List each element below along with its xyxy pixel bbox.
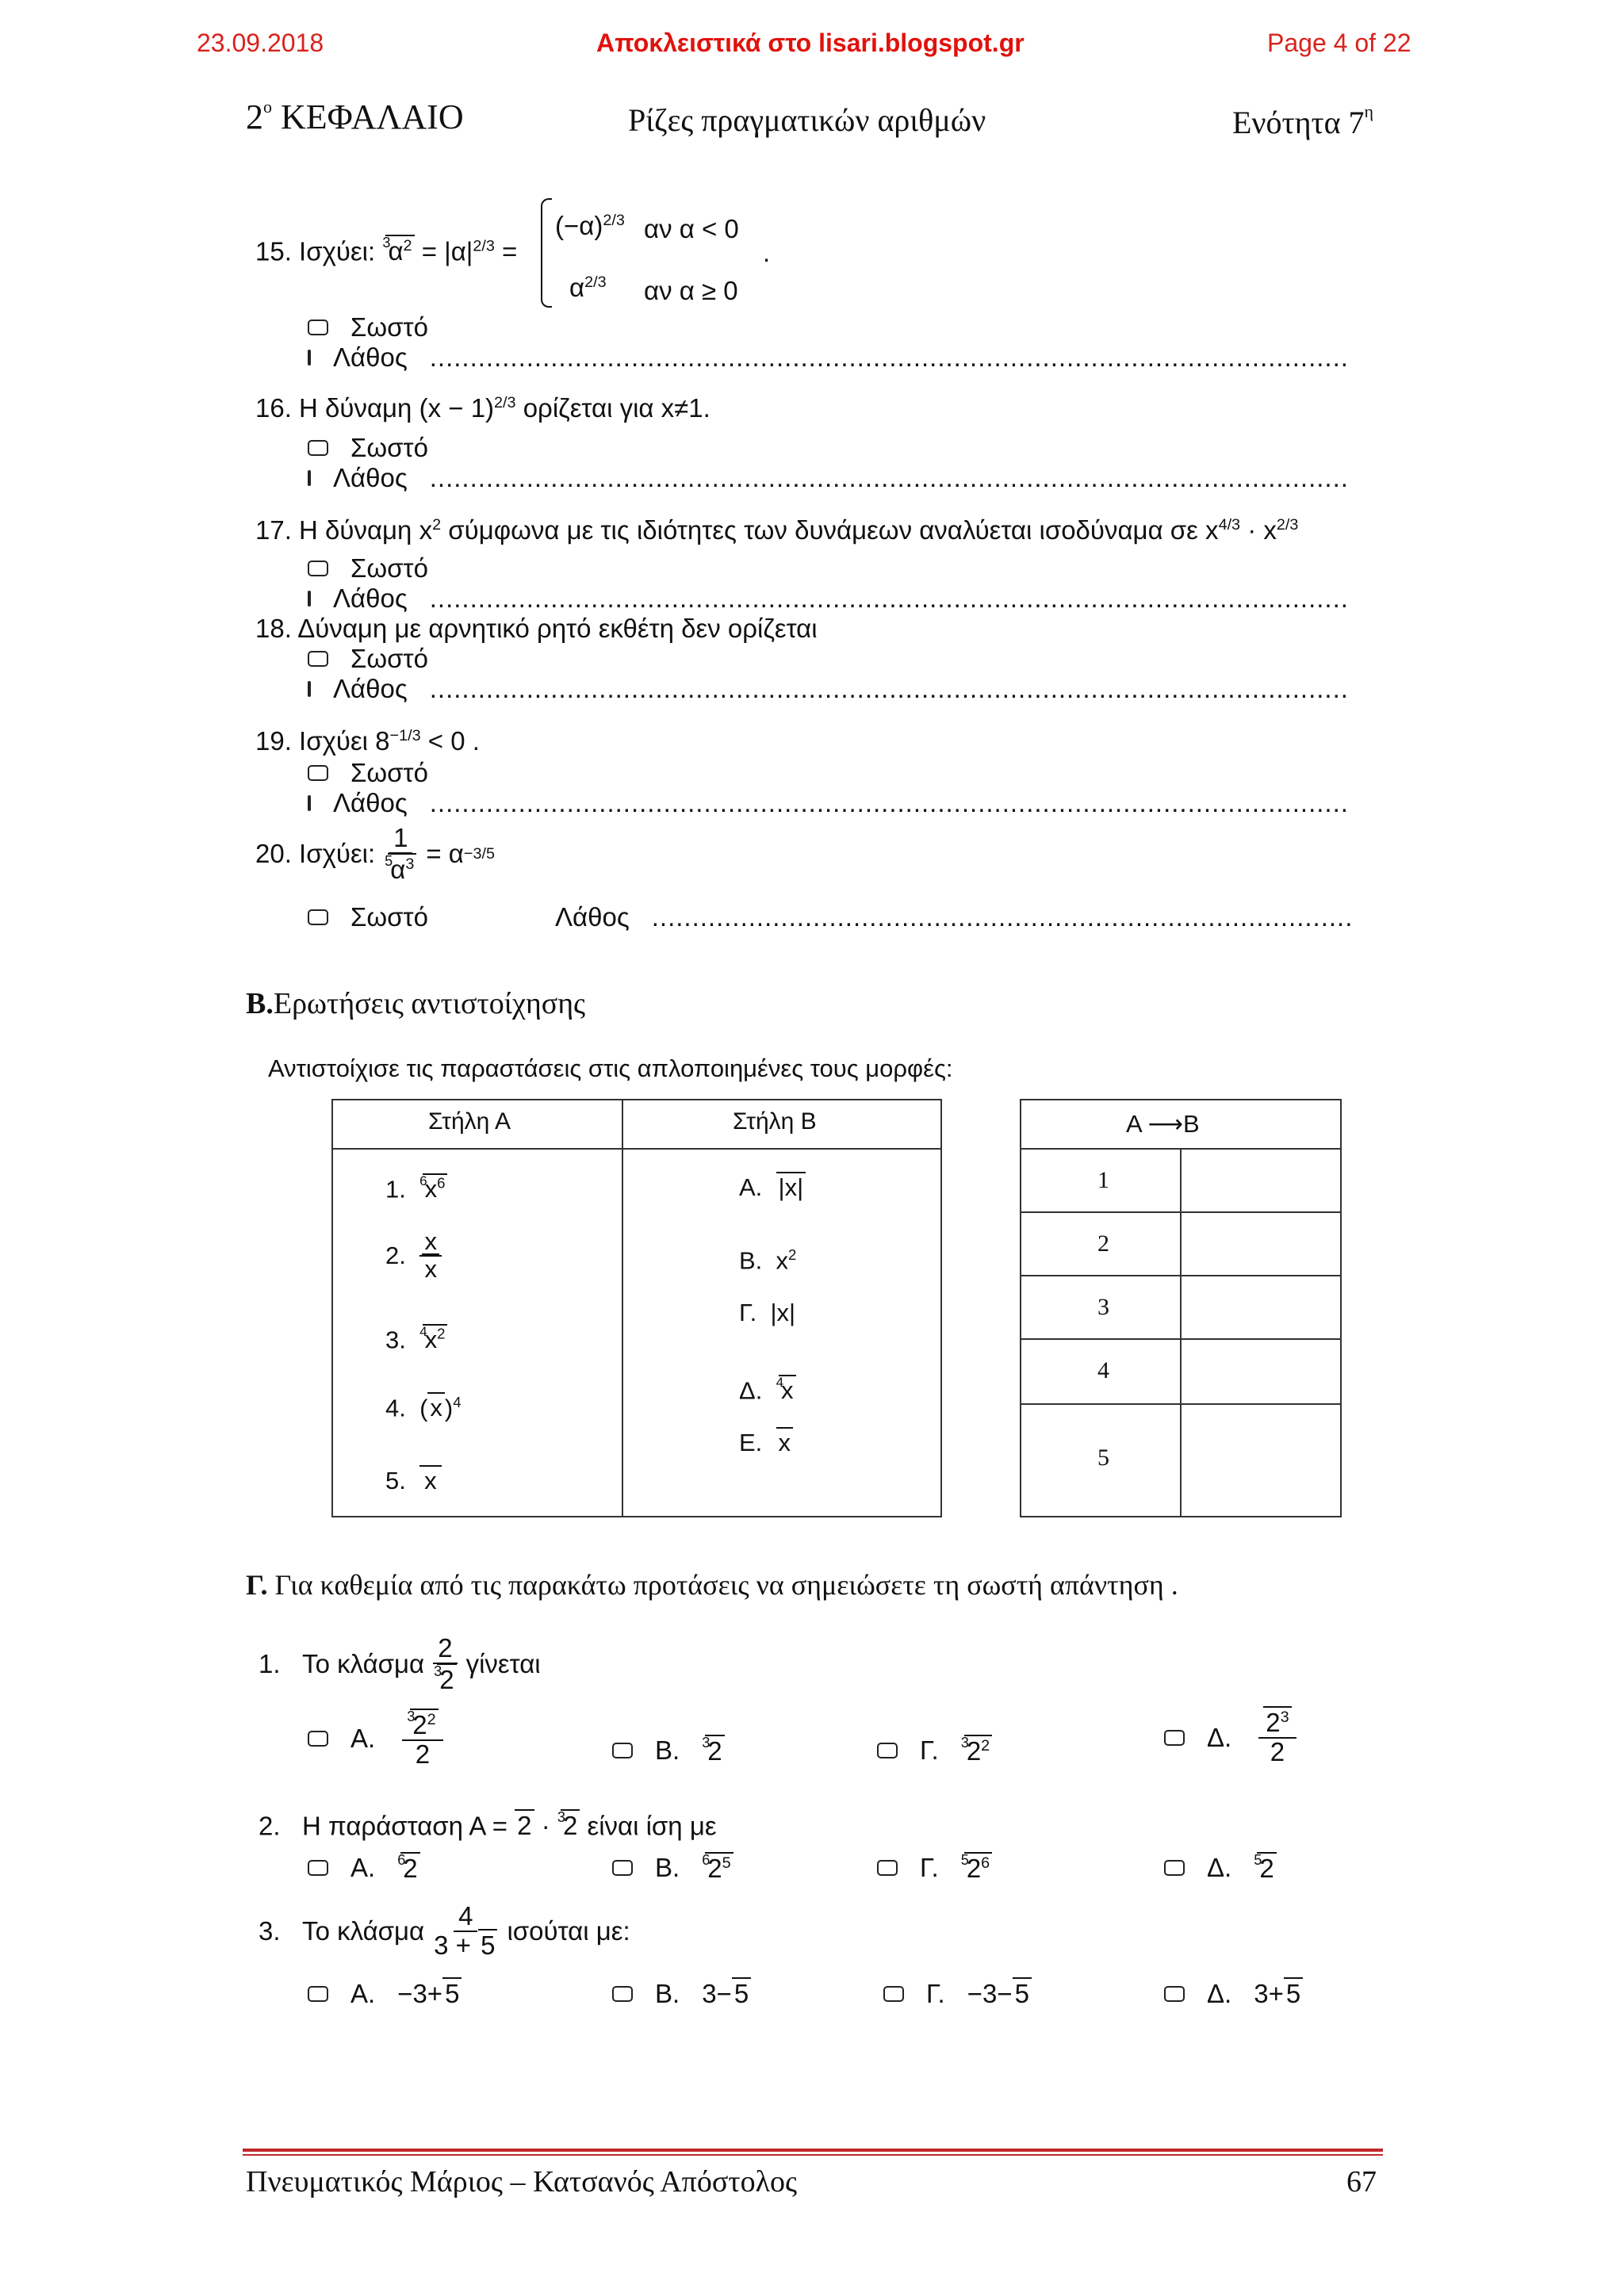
- q19-false-option[interactable]: Λάθος .....: [308, 788, 1351, 818]
- c-q2: 2. Η παράσταση Α = 2 · $^3$2 είναι ίση με: [259, 1809, 717, 1841]
- checkbox[interactable]: [1164, 1730, 1185, 1746]
- q17-false-option[interactable]: Λάθος .....: [308, 584, 1351, 614]
- col-b-item-e: Ε. x: [739, 1429, 793, 1457]
- col-b-header: Στήλη Β: [733, 1108, 817, 1135]
- footer-rule-thin: [243, 2154, 1383, 2156]
- q18: 18. Δύναμη με αρνητικό ρητό εκθέτη δεν ορίζεται: [255, 614, 818, 643]
- mapping-row-3: 3: [1097, 1294, 1109, 1320]
- q15-case1: $(-\alpha)^{2/3}$: [555, 211, 625, 240]
- col-b-item-d: Δ. $^4$x: [739, 1375, 796, 1405]
- checkbox[interactable]: [308, 1731, 328, 1747]
- c-q3-option-b[interactable]: Β. 3−5: [612, 1979, 751, 2009]
- checkbox[interactable]: [308, 909, 328, 925]
- q18-false-option[interactable]: Λάθος .....: [308, 674, 1351, 704]
- footer-authors: Πνευματικός Μάριος – Κατσανός Απόστολος: [246, 2165, 798, 2198]
- q16-true-option[interactable]: Σωστό: [308, 433, 428, 463]
- c-q3: 3. Το κλάσμα $\frac{4}{3 + 5}$ ισούται με:: [259, 1901, 630, 1960]
- section-b-instruction: Αντιστοίχισε τις παραστάσεις στις απλοποιημένες τους μορφές:: [268, 1054, 953, 1082]
- chapter-title: $2^o$ ΚΕΦΑΛΑΙΟ: [246, 97, 464, 136]
- mapping-row-2: 2: [1097, 1230, 1109, 1257]
- mapping-header: Α ⟶Β: [1126, 1110, 1200, 1138]
- col-b-item-a: Α. |x|: [739, 1173, 806, 1202]
- brace: [541, 198, 552, 308]
- c-q2-option-c[interactable]: Γ. $^52^6$: [877, 1852, 992, 1884]
- q19-true-option[interactable]: Σωστό: [308, 758, 428, 788]
- topic-title: Ρίζες πραγματικών αριθμών: [628, 102, 986, 138]
- col-a-item-1: 1. $^6x^6$: [385, 1173, 447, 1203]
- q15-true-option[interactable]: Σωστό: [308, 312, 428, 342]
- c-q1-option-d[interactable]: Δ. $\frac{2^3}{2}$: [1164, 1709, 1301, 1766]
- c-q3-option-c[interactable]: Γ. −3−5: [883, 1979, 1032, 2009]
- checkbox[interactable]: [308, 795, 311, 811]
- section-b-title: Β.Ερωτήσεις αντιστοίχησης: [246, 987, 586, 1020]
- q16-false-option[interactable]: Λάθος .....: [308, 463, 1351, 493]
- checkbox[interactable]: [308, 440, 328, 456]
- c-q3-option-a[interactable]: Α. −3+5: [308, 1979, 462, 2009]
- q20: 20. Ισχύει: $\frac{1}{^5\alpha^3}$ = α −3/5: [255, 823, 495, 884]
- c-q1-option-a[interactable]: Α. $\frac{^32^2}{2}$: [308, 1709, 448, 1769]
- col-a-item-2: 2. $\frac{x}{x}$: [385, 1229, 449, 1282]
- col-b-item-c: Γ. |x|: [739, 1299, 796, 1326]
- q17-true-option[interactable]: Σωστό: [308, 553, 428, 584]
- c-q1-option-b[interactable]: Β. $^3$2: [612, 1735, 725, 1766]
- mapping-row-4: 4: [1097, 1357, 1109, 1383]
- col-a-item-3: 3. $^4x^2$: [385, 1324, 447, 1354]
- checkbox[interactable]: [308, 320, 328, 335]
- q15-false-option[interactable]: Λάθος .....: [308, 342, 1351, 373]
- checkbox[interactable]: [1164, 1860, 1185, 1876]
- c-q3-option-d[interactable]: Δ. 3+5: [1164, 1979, 1303, 2009]
- checkbox[interactable]: [883, 1986, 904, 2002]
- q17: 17. Η δύναμη $x^2$ σύμφωνα με τις ιδιότητες των δυνάμεων αναλύεται ισοδύναμα σε $x^{4/3} \cdot x^{2/3}$: [255, 515, 1299, 545]
- checkbox[interactable]: [308, 470, 311, 486]
- mapping-row-1: 1: [1097, 1167, 1109, 1193]
- col-b-item-b: Β. $x^2$: [739, 1246, 797, 1275]
- section-c-title: Γ. Για καθεμία από τις παρακάτω προτάσεις να σημειώσετε τη σωστή απάντηση .: [246, 1569, 1178, 1601]
- checkbox[interactable]: [308, 765, 328, 781]
- checkbox[interactable]: [308, 1860, 328, 1876]
- q19: 19. Ισχύει $8^{-1/3} < 0$ .: [255, 726, 480, 756]
- c-q1: 1. Το κλάσμα $\frac{2}{^32}$ γίνεται: [259, 1633, 541, 1694]
- q20-true-option[interactable]: Σωστό: [308, 902, 428, 932]
- q16: 16. Η δύναμη $(x - 1)^{2/3}$ ορίζεται για x≠1.: [255, 393, 710, 423]
- col-a-item-4: 4. $(x)^4$: [385, 1394, 462, 1422]
- col-a-header: Στήλη Α: [428, 1108, 511, 1135]
- checkbox[interactable]: [1164, 1986, 1185, 2002]
- checkbox[interactable]: [612, 1860, 633, 1876]
- checkbox[interactable]: [308, 350, 311, 365]
- checkbox[interactable]: [308, 1986, 328, 2002]
- checkbox[interactable]: [308, 591, 311, 607]
- q15-dot: .: [763, 238, 771, 267]
- unit-title: Ενότητα $7^\eta$: [1232, 101, 1374, 140]
- checkbox[interactable]: [877, 1860, 898, 1876]
- header-date: 23.09.2018: [197, 29, 324, 57]
- checkbox[interactable]: [612, 1986, 633, 2002]
- c-q2-option-a[interactable]: Α. $^6$2: [308, 1852, 420, 1884]
- footer-rule: [243, 2149, 1383, 2152]
- header-page: Page 4 of 22: [1267, 29, 1411, 57]
- footer-page-number: 67: [1346, 2165, 1377, 2198]
- header-site: Αποκλειστικά στο lisari.blogspot.gr: [596, 29, 1025, 57]
- checkbox[interactable]: [308, 681, 311, 697]
- q15-case2: $\alpha^{2/3}$: [569, 273, 607, 302]
- q20-false-option[interactable]: Λάθος .....: [555, 902, 1351, 932]
- q18-true-option[interactable]: Σωστό: [308, 644, 428, 674]
- checkbox[interactable]: [308, 561, 328, 576]
- checkbox[interactable]: [612, 1743, 633, 1758]
- q15: 15. Ισχύει: $^3\alpha^2 = |\alpha|^{2/3}$ =: [255, 235, 518, 266]
- answer-mapping-table: [1020, 1099, 1342, 1517]
- q15-cond1: αν α < 0: [644, 214, 739, 243]
- checkbox[interactable]: [308, 651, 328, 667]
- c-q2-option-d[interactable]: Δ. $^5$2: [1164, 1852, 1277, 1884]
- q15-cond2: αν α ≥ 0: [644, 276, 738, 305]
- c-q1-option-c[interactable]: Γ. $^32^2$: [877, 1735, 992, 1766]
- matching-table: [331, 1099, 942, 1517]
- mapping-row-5: 5: [1097, 1445, 1109, 1471]
- checkbox[interactable]: [877, 1743, 898, 1758]
- c-q2-option-b[interactable]: Β. $^62^5$: [612, 1852, 733, 1884]
- col-a-item-5: 5. x: [385, 1467, 442, 1495]
